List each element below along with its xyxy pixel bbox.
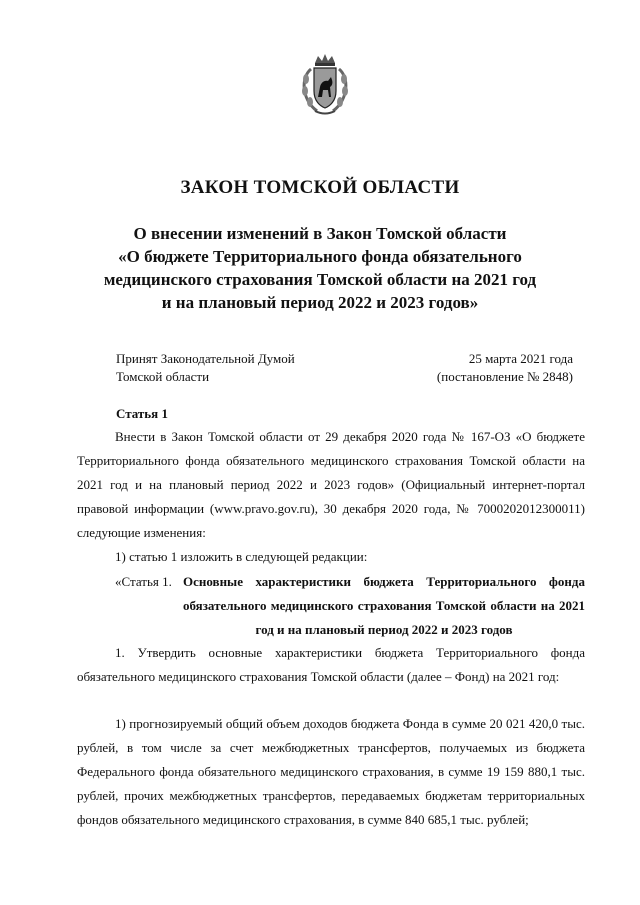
paragraph-subpoint-1-text: 1) прогнозируемый общий объем доходов бюджета Фонда в сумме 20 021 420,0 тыс. рублей, в том числе за счет межбюджетных трансфертов, получаемых из бюджета Федерального фонда обязательного медицинского страхования, в сумме 19 159 880,1 тыс. рублей, прочих межбюджетных трансфертов, передаваемых бюджетам территориальных фондов обязательного медицинского страхования, в сумме 840 685,1 тыс. рублей;	[77, 716, 585, 827]
subtitle-line: и на плановый период 2022 и 2023 годов»	[161, 293, 479, 312]
paragraph-subpoint-1	[77, 712, 585, 832]
subtitle-line: «О бюджете Территориального фонда обязательного	[118, 247, 522, 266]
adopted-by-line: Принят Законодательной Думой	[116, 351, 295, 366]
subtitle-line: О внесении изменений в Закон Томской области	[133, 224, 507, 243]
quoted-article-label: «Статья 1.	[115, 574, 172, 589]
adopted-by-line: Томской области	[116, 369, 210, 384]
adopted-date-line: (постановление № 2848)	[436, 369, 573, 384]
law-title: ЗАКОН ТОМСКОЙ ОБЛАСТИ	[180, 177, 460, 198]
adopted-date	[437, 350, 573, 386]
paragraph-item-1	[77, 545, 585, 569]
paragraph-intro	[77, 425, 585, 545]
paragraph-item-1-text: 1) статью 1 изложить в следующей редакции:	[115, 549, 368, 564]
adopted-date-line: 25 марта 2021 года	[468, 351, 573, 366]
adopted-by	[116, 350, 295, 386]
paragraph-intro-text: Внести в Закон Томской области от 29 декабря 2020 года № 167-ОЗ «О бюджете Территориального фонда обязательного медицинского страхования Томской области на 2021 год и на плановый период 2022 и 2023 годов» (Официальный интернет-портал правовой информации (www.pravo.gov.ru), 30 декабря 2020 года, № 7000202012300011) следующие изменения:	[77, 429, 585, 540]
article-heading: Статья 1	[116, 406, 168, 421]
subtitle-line: медицинского страхования Томской области на 2021 год	[103, 270, 537, 289]
paragraph-point-1-text: 1. Утвердить основные характеристики бюджета Территориального фонда обязательного медицинского страхования Томской области (далее – Фонд) на 2021 год:	[77, 645, 585, 684]
quoted-article-title: Основные характеристики бюджета Территориального фонда обязательного медицинского страхования Томской области на 2021 год и на плановый период 2022 и 2023 годов	[183, 574, 585, 637]
law-subtitle	[60, 222, 580, 314]
coat-of-arms-icon	[297, 53, 353, 117]
paragraph-point-1	[77, 641, 585, 689]
